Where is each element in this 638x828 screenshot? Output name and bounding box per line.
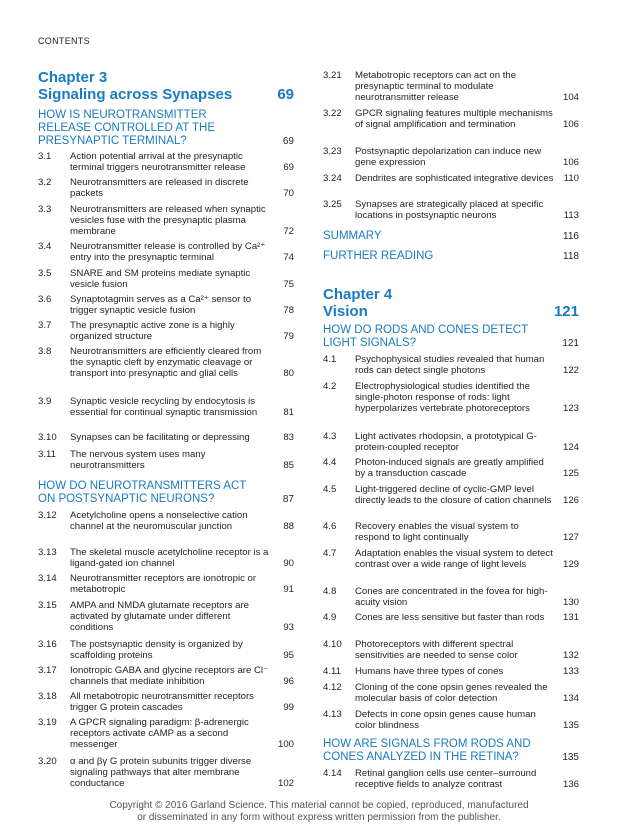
entry-title: The skeletal muscle acetylcholine receptor is a ligand-gated ion channel: [70, 547, 269, 570]
entry-page: 72: [283, 226, 294, 238]
entry-page: 74: [283, 252, 294, 264]
entry-title: Cones are less sensitive but faster than rods: [355, 612, 545, 623]
entry-title: SNARE and SM proteins mediate synaptic vesicle fusion: [70, 268, 251, 291]
entry-number: 3.4: [38, 241, 52, 252]
entry-title: Cloning of the cone opsin genes revealed the molecular basis of color detection: [355, 682, 548, 705]
entry-page: 90: [283, 558, 294, 570]
section-title: HOW ARE SIGNALS FROM RODS AND CONES ANALYZED IN THE RETINA?: [323, 738, 531, 763]
entry-title: Postsynaptic depolarization can induce new gene expression: [355, 146, 542, 169]
toc-entry[interactable]: [323, 457, 579, 479]
section-heading[interactable]: [323, 738, 579, 764]
entry-page: 96: [283, 676, 294, 688]
entry-page: 130: [562, 597, 579, 609]
entry-page: 113: [563, 210, 579, 222]
entry-page: 135: [562, 720, 579, 732]
entry-number: 3.10: [38, 432, 57, 443]
entry-page: 110: [563, 173, 579, 184]
entry-title: Synaptic vesicle recycling by endocytosis is essential for continual synaptic transmission: [70, 396, 258, 419]
entry-page: 75: [283, 279, 294, 291]
toc-entry[interactable]: [323, 431, 579, 453]
entry-page: 131: [562, 612, 579, 623]
entry-title: The presynaptic active zone is a highly organized structure: [70, 320, 235, 343]
entry-title: Light activates rhodopsin, a prototypical G-protein-coupled receptor: [355, 431, 537, 454]
entry-title: Cones are concentrated in the fovea for high-acuity vision: [355, 586, 548, 609]
entry-number: 3.5: [38, 268, 52, 279]
entry-title: Electrophysiological studies identified the single-photon response of rods: light hyperpolarizes vertebrate photoreceptors: [355, 381, 530, 415]
entry-page: 79: [283, 331, 294, 343]
entry-page: 93: [283, 622, 294, 634]
entry-page: 80: [283, 368, 294, 380]
entry-title: Adaptation enables the visual system to detect contrast over a wide range of light levels: [355, 548, 553, 571]
toc-entry[interactable]: [323, 108, 579, 130]
entry-number: 3.21: [323, 70, 342, 81]
entry-title: Synaptotagmin serves as a Ca²⁺ sensor to trigger synaptic vesicle fusion: [70, 294, 252, 317]
entry-page: 100: [277, 739, 294, 751]
entry-title: Neurotransmitter release is controlled by Ca²⁺ entry into the presynaptic terminal: [70, 241, 266, 264]
entry-title: Action potential arrival at the presynaptic terminal triggers neurotransmitter release: [70, 151, 246, 174]
entry-page: 91: [283, 584, 294, 596]
entry-page: 83: [283, 432, 294, 443]
copyright-line: or disseminated in any form without express written permission from the publisher.: [137, 812, 501, 823]
entry-page: 133: [562, 666, 579, 677]
toc-entry[interactable]: [38, 346, 294, 380]
summary-page: 116: [563, 231, 579, 242]
toc-entry[interactable]: [38, 320, 294, 342]
section-page: 135: [562, 752, 579, 763]
toc-entry[interactable]: [323, 639, 579, 661]
entry-page: 95: [283, 650, 294, 662]
entry-title: Synapses are strategically placed at specific locations in postsynaptic neurons: [355, 199, 544, 222]
entry-number: 3.20: [38, 756, 57, 767]
chapter-3-heading[interactable]: [38, 69, 294, 103]
entry-number: 4.7: [323, 548, 337, 559]
chapter-page: 121: [553, 303, 579, 320]
chapter-number: Chapter 3: [38, 69, 108, 86]
toc-entry[interactable]: [38, 177, 294, 199]
entry-title: Neurotransmitters are released when synaptic vesicles fuse with the presynaptic plasma membrane: [70, 204, 266, 238]
toc-entry[interactable]: [323, 521, 579, 543]
entry-number: 3.3: [38, 204, 52, 215]
toc-entry[interactable]: [38, 432, 294, 443]
entry-number: 4.8: [323, 586, 337, 597]
entry-title: The nervous system uses many neurotransmitters: [70, 449, 206, 472]
entry-number: 3.13: [38, 547, 57, 558]
toc-entry[interactable]: [38, 600, 294, 634]
entry-title: Ionotropic GABA and glycine receptors are Cl⁻ channels that mediate inhibition: [70, 665, 269, 688]
entry-page: 78: [283, 305, 294, 317]
entry-number: 3.11: [38, 449, 56, 460]
entry-page: 124: [562, 442, 579, 454]
toc-entry[interactable]: [38, 691, 294, 713]
entry-page: 136: [562, 779, 579, 791]
toc-entry[interactable]: [323, 381, 579, 415]
entry-title: Light-triggered decline of cyclic-GMP level directly leads to the closure of cation channels: [355, 484, 552, 507]
toc-entry[interactable]: [38, 573, 294, 595]
toc-entry[interactable]: [38, 449, 294, 471]
entry-number: 3.18: [38, 691, 57, 702]
entry-title: Neurotransmitters are released in discrete packets: [70, 177, 249, 200]
entry-title: Defects in cone opsin genes cause human color blindness: [355, 709, 536, 732]
entry-page: 129: [562, 559, 579, 571]
toc-entry[interactable]: [323, 612, 579, 623]
entry-title: α and βγ G protein subunits trigger diverse signaling pathways that alter membrane conductance: [70, 756, 252, 790]
section-title: HOW DO NEUROTRANSMITTERS ACT ON POSTSYNAPTIC NEURONS?: [38, 480, 247, 505]
toc-entry[interactable]: [38, 510, 294, 532]
entry-page: 134: [562, 693, 579, 705]
toc-entry[interactable]: [38, 151, 294, 173]
toc-entry[interactable]: [323, 354, 579, 376]
entry-title: All metabotropic neurotransmitter receptors trigger G protein cascades: [70, 691, 254, 714]
toc-entry[interactable]: [323, 199, 579, 221]
entry-number: 3.12: [38, 510, 57, 521]
toc-entry[interactable]: [323, 548, 579, 570]
entry-page: 125: [562, 468, 579, 480]
entry-page: 126: [562, 495, 579, 507]
entry-page: 122: [562, 365, 579, 377]
entry-number: 3.23: [323, 146, 342, 157]
entry-number: 4.6: [323, 521, 337, 532]
copyright-footer: [0, 800, 638, 824]
toc-entry[interactable]: [323, 70, 579, 104]
entry-page: 70: [283, 188, 294, 200]
entry-title: Metabotropic receptors can act on the presynaptic terminal to modulate neurotransmitter release: [355, 70, 517, 104]
toc-entry[interactable]: [38, 717, 294, 751]
entry-number: 3.2: [38, 177, 52, 188]
chapter-number: Chapter 4: [323, 286, 393, 303]
entry-page: 127: [562, 532, 579, 544]
section-page: 69: [282, 136, 294, 147]
toc-entry[interactable]: [323, 173, 579, 184]
section-title: HOW DO RODS AND CONES DETECT LIGHT SIGNALS?: [323, 324, 528, 349]
entry-page: 132: [562, 650, 579, 662]
chapter-title: Vision: [323, 303, 368, 320]
further-reading-link[interactable]: [323, 250, 579, 263]
entry-title: GPCR signaling features multiple mechanisms of signal amplification and termination: [355, 108, 553, 131]
entry-number: 3.1: [38, 151, 52, 162]
toc-entry[interactable]: [38, 268, 294, 290]
entry-title: Dendrites are sophisticated integrative devices: [355, 173, 554, 184]
entry-number: 3.22: [323, 108, 342, 119]
running-head: CONTENTS: [38, 36, 90, 46]
section-page: 87: [282, 494, 294, 505]
entry-title: Neurotransmitter receptors are ionotropic or metabotropic: [70, 573, 257, 596]
further-reading-label: FURTHER READING: [323, 250, 434, 262]
entry-number: 3.19: [38, 717, 57, 728]
entry-title: Neurotransmitters are efficiently cleared from the synaptic cleft by enzymatic cleavage or transport into presynaptic and glial cells: [70, 346, 262, 380]
entry-page: 85: [283, 460, 294, 472]
further-reading-page: 118: [563, 251, 579, 262]
entry-page: 102: [277, 778, 294, 790]
entry-number: 3.8: [38, 346, 52, 357]
entry-title: A GPCR signaling paradigm: β-adrenergic receptors activate cAMP as a second messenger: [70, 717, 249, 751]
summary-label: SUMMARY: [323, 230, 382, 242]
copyright-line: Copyright © 2016 Garland Science. This material cannot be copied, reproduced, manufactured: [109, 800, 529, 811]
entry-title: Psychophysical studies revealed that human rods can detect single photons: [355, 354, 545, 377]
entry-page: 81: [283, 407, 294, 419]
toc-entry[interactable]: [38, 639, 294, 661]
entry-page: 106: [562, 157, 579, 169]
entry-number: 3.15: [38, 600, 57, 611]
chapter-page: 69: [277, 86, 294, 103]
entry-title: Photoreceptors with different spectral sensitivities are needed to sense color: [355, 639, 518, 662]
entry-page: 99: [283, 702, 294, 714]
entry-number: 4.11: [323, 666, 341, 677]
entry-number: 3.9: [38, 396, 52, 407]
section-page: 121: [562, 338, 579, 349]
entry-number: 4.1: [323, 354, 337, 365]
entry-number: 3.17: [38, 665, 57, 676]
toc-entry[interactable]: [38, 241, 294, 263]
section-heading[interactable]: [323, 324, 579, 350]
toc-entry[interactable]: [38, 396, 294, 418]
entry-number: 4.5: [323, 484, 337, 495]
section-heading[interactable]: [38, 109, 294, 148]
toc-entry[interactable]: [323, 709, 579, 731]
entry-number: 4.12: [323, 682, 342, 693]
entry-title: Acetylcholine opens a nonselective cation channel at the neuromuscular junction: [70, 510, 248, 533]
entry-title: Photon-induced signals are greatly amplified by a transduction cascade: [355, 457, 544, 480]
entry-number: 4.3: [323, 431, 337, 442]
summary-link[interactable]: [323, 230, 579, 243]
toc-entry[interactable]: [323, 146, 579, 168]
entry-title: Humans have three types of cones: [355, 666, 504, 677]
entry-number: 4.10: [323, 639, 342, 650]
toc-entry[interactable]: [38, 204, 294, 238]
entry-number: 4.2: [323, 381, 337, 392]
entry-page: 104: [562, 92, 579, 104]
entry-number: 3.7: [38, 320, 52, 331]
chapter-4-heading[interactable]: [323, 286, 579, 320]
entry-page: 106: [562, 119, 579, 131]
toc-entry[interactable]: [38, 665, 294, 687]
chapter-title: Signaling across Synapses: [38, 86, 233, 103]
section-heading[interactable]: [38, 480, 294, 506]
entry-number: 3.14: [38, 573, 57, 584]
section-title: HOW IS NEUROTRANSMITTER RELEASE CONTROLLED AT THE PRESYNAPTIC TERMINAL?: [38, 109, 216, 147]
toc-entry[interactable]: [323, 666, 579, 677]
entry-number: 3.16: [38, 639, 57, 650]
entry-page: 69: [283, 162, 294, 174]
toc-entry[interactable]: [38, 294, 294, 316]
entry-title: Retinal ganglion cells use center–surround receptive fields to analyze contrast: [355, 768, 537, 791]
toc-entry[interactable]: [323, 768, 579, 790]
entry-page: 123: [562, 403, 579, 415]
toc-entry[interactable]: [38, 547, 294, 569]
entry-page: 88: [283, 521, 294, 533]
entry-number: 4.9: [323, 612, 337, 623]
entry-title: AMPA and NMDA glutamate receptors are activated by glutamate under different conditions: [70, 600, 249, 634]
entry-number: 3.24: [323, 173, 342, 184]
entry-title: Synapses can be facilitating or depressing: [70, 432, 250, 443]
toc-entry[interactable]: [323, 586, 579, 608]
entry-number: 4.13: [323, 709, 342, 720]
entry-title: The postsynaptic density is organized by scaffolding proteins: [70, 639, 243, 662]
entry-number: 3.6: [38, 294, 52, 305]
toc-entry[interactable]: [323, 682, 579, 704]
toc-entry[interactable]: [323, 484, 579, 506]
toc-entry[interactable]: [38, 756, 294, 790]
entry-number: 4.4: [323, 457, 337, 468]
entry-number: 3.25: [323, 199, 342, 210]
entry-number: 4.14: [323, 768, 342, 779]
entry-title: Recovery enables the visual system to respond to light continually: [355, 521, 519, 544]
